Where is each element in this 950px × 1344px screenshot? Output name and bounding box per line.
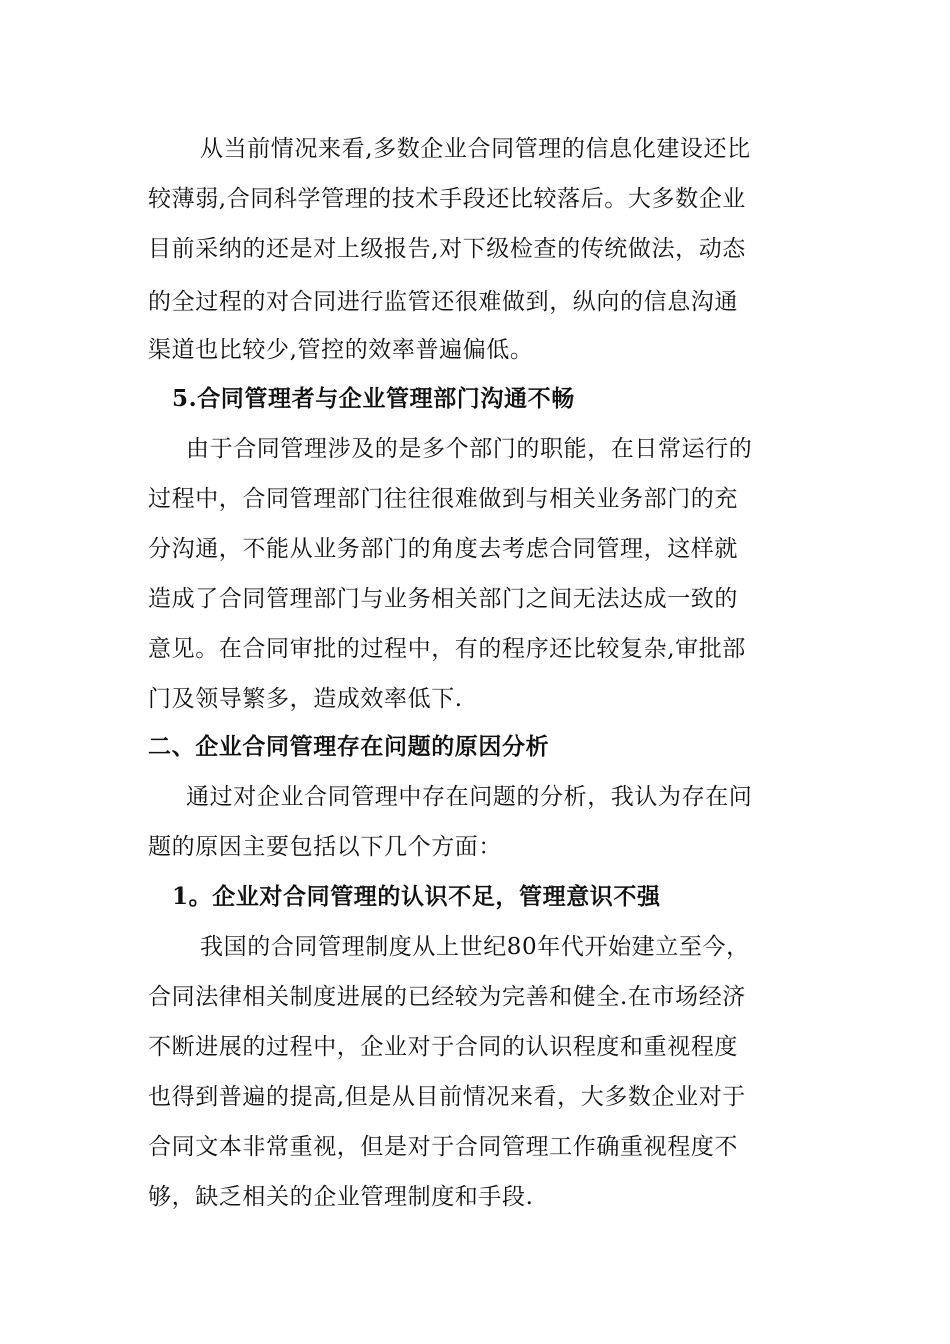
para2-line-6: 门及领导繁多，造成效率低下.: [148, 686, 463, 712]
para1-line-4: 的全过程的对合同进行监管还很难做到，纵向的信息沟通: [148, 289, 738, 315]
para2-line-3: 分沟通，不能从业务部门的角度去考虑合同管理，这样就: [148, 536, 738, 562]
para4-line-5: 合同文本非常重视，但是对于合同管理工作确重视程度不: [148, 1134, 738, 1160]
para2-line-5: 意见。在合同审批的过程中，有的程序还比较复杂,审批部: [148, 636, 746, 662]
para4-line-2: 合同法律相关制度进展的已经较为完善和健全.在市场经济: [148, 984, 746, 1010]
para3-line-1: 通过对企业合同管理中存在问题的分析，我认为存在问: [186, 784, 753, 810]
para2-line-2: 过程中，合同管理部门往往很难做到与相关业务部门的充: [148, 486, 738, 512]
para4-line-3: 不断进展的过程中，企业对于合同的认识程度和重视程度: [148, 1034, 738, 1060]
para4-line-1: 我国的合同管理制度从上世纪80年代开始建立至今，: [200, 934, 750, 960]
section-2-heading: 二、企业合同管理存在问题的原因分析: [148, 733, 550, 760]
para1-line-2: 较薄弱,合同科学管理的技术手段还比较落后。大多数企业: [148, 186, 746, 212]
para3-line-2: 题的原因主要包括以下几个方面：: [148, 834, 502, 860]
heading-1: 1。企业对合同管理的认识不足，管理意识不强: [172, 883, 661, 910]
para4-line-6: 够，缺乏相关的企业管理制度和手段.: [148, 1184, 534, 1210]
para4-line-4: 也得到普遍的提高,但是从目前情况来看，大多数企业对于: [148, 1084, 746, 1110]
para2-line-4: 造成了合同管理部门与业务相关部门之间无法达成一致的: [148, 586, 738, 612]
para1-line-3: 目前采纳的还是对上级报告,对下级检查的传统做法，动态: [148, 236, 746, 262]
para1-line-5: 渠道也比较少,管控的效率普遍偏低。: [148, 337, 534, 363]
heading-5: 5.合同管理者与企业管理部门沟通不畅: [172, 385, 575, 412]
para1-line-1: 从当前情况来看,多数企业合同管理的信息化建设还比: [200, 136, 751, 162]
para2-line-1: 由于合同管理涉及的是多个部门的职能，在日常运行的: [186, 436, 753, 462]
